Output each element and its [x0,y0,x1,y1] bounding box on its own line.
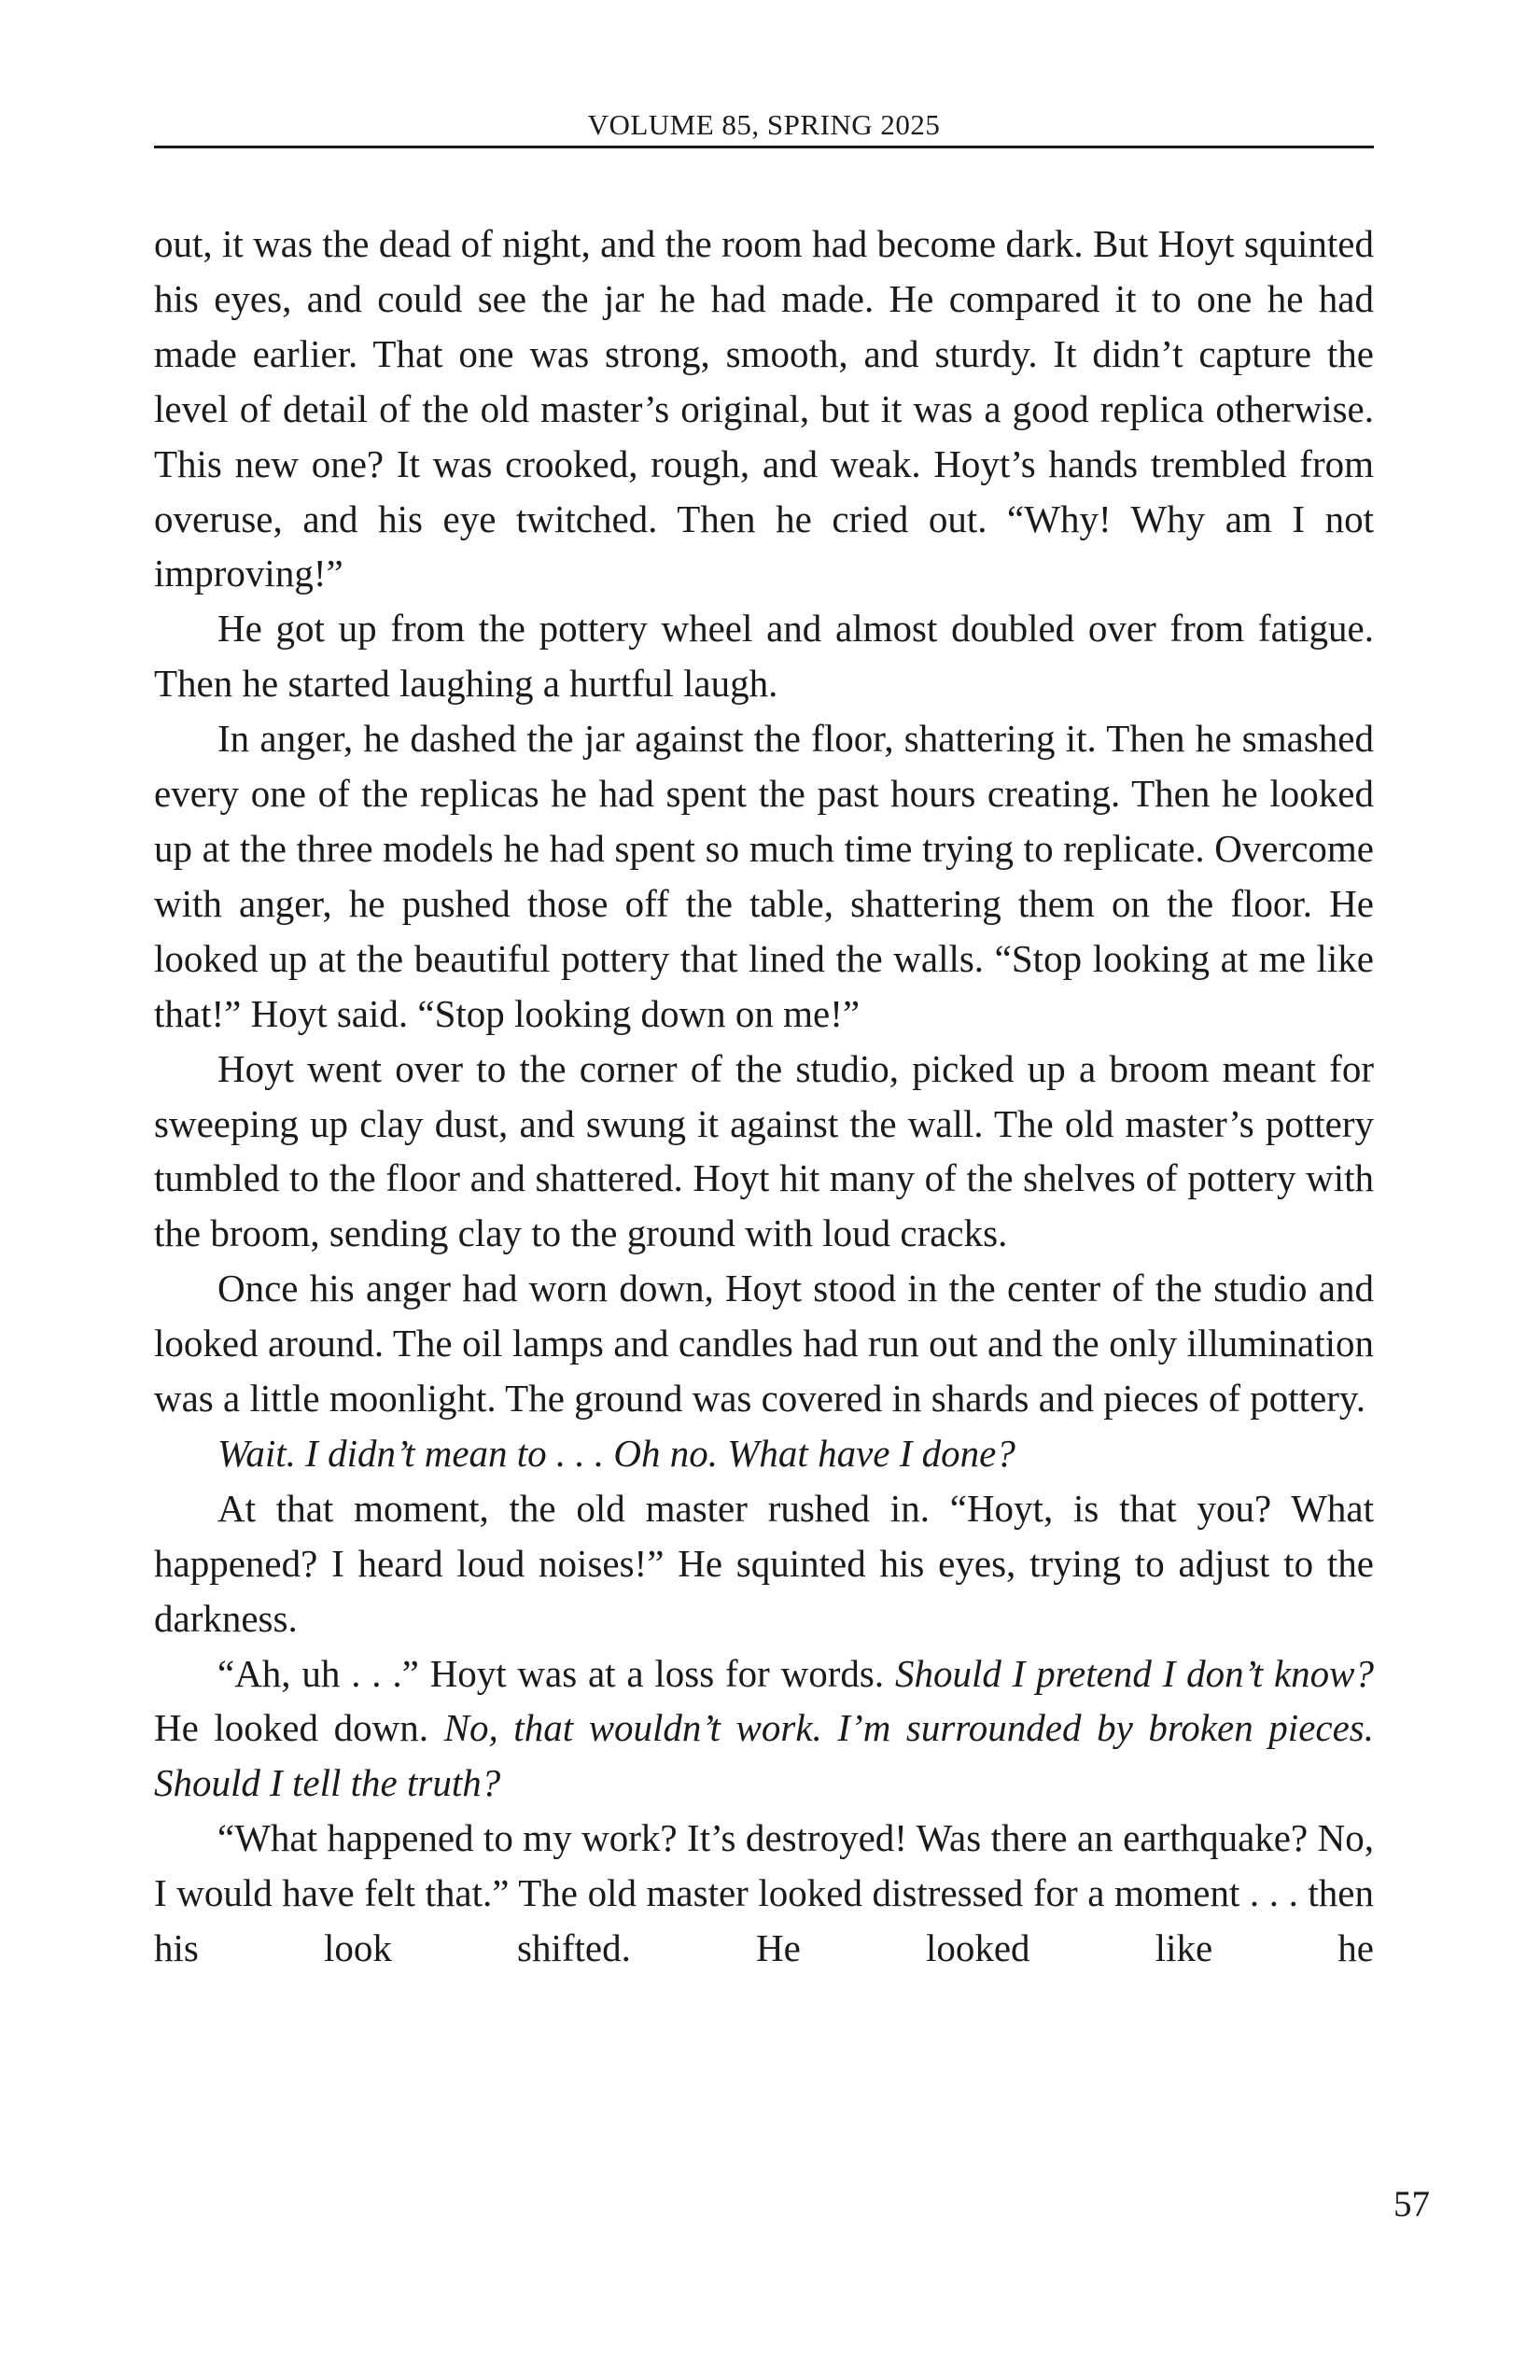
narration-text: He looked down. [154,1706,444,1750]
paragraph-8 [154,1646,1374,1812]
page-number: 57 [1393,2184,1430,2224]
dialogue-text: “Ah, uh . . .” Hoyt was at a loss for words. [217,1651,895,1695]
paragraph-9: “What happened to my work? It’s destroyed! Was there an earthquake? No, I would have felt that.” The old master looked distressed for a moment . . . then his look shifted. He looked like he [154,1816,1374,1970]
paragraph-2: He got up from the pottery wheel and almost doubled over from fatigue. Then he started laughing a hurtful laugh. [154,607,1374,706]
paragraph-6 [154,1426,1374,1481]
body-text [154,217,1374,1976]
inner-thought: No, that wouldn’t work. I’m surrounded by broken pieces. Should I tell the truth? [154,1706,1374,1805]
paragraph-7: At that moment, the old master rushed in. “Hoyt, is that you? What happened? I heard loud noises!” He squinted his eyes, trying to adjust to the darkness. [154,1486,1374,1640]
running-head: VOLUME 85, SPRING 2025 [154,110,1374,148]
paragraph-3: In anger, he dashed the jar against the floor, shattering it. Then he smashed every one of the replicas he had spent the past hours creating. Then he looked up at the three models he had spent so much time trying to replicate. Overcome with anger, he pushed those off the table, shattering them on the floor. He looked up at the beautiful pottery that lined the walls. “Stop looking at me like that!” Hoyt said. “Stop looking down on me!” [154,717,1374,1035]
inner-thought: Wait. I didn’t mean to . . . Oh no. What have I done? [217,1431,1015,1475]
paragraph-4: Hoyt went over to the corner of the studio, picked up a broom meant for sweeping up clay dust, and swung it against the wall. The old master’s pottery tumbled to the floor and shattered. Hoyt hit many of the shelves of pottery with the broom, sending clay to the ground with loud cracks. [154,1046,1374,1255]
inner-thought: Should I pretend I don’t know? [894,1651,1374,1695]
paragraph-5: Once his anger had worn down, Hoyt stood in the center of the studio and looked around. The oil lamps and candles had run out and the only illumination was a little moonlight. The ground was covered in shards and pieces of pottery. [154,1267,1374,1421]
paragraph-1: out, it was the dead of night, and the room had become dark. But Hoyt squinted his eyes, and could see the jar he had made. He compared it to one he had made earlier. That one was strong, smooth, and sturdy. It didn’t capture the level of detail of the old master’s original, but it was a good replica otherwise. This new one? It was crooked, rough, and weak. Hoyt’s hands trembled from overuse, and his eye twitched. Then he cried out. “Why! Why am I not improving!” [154,222,1374,595]
